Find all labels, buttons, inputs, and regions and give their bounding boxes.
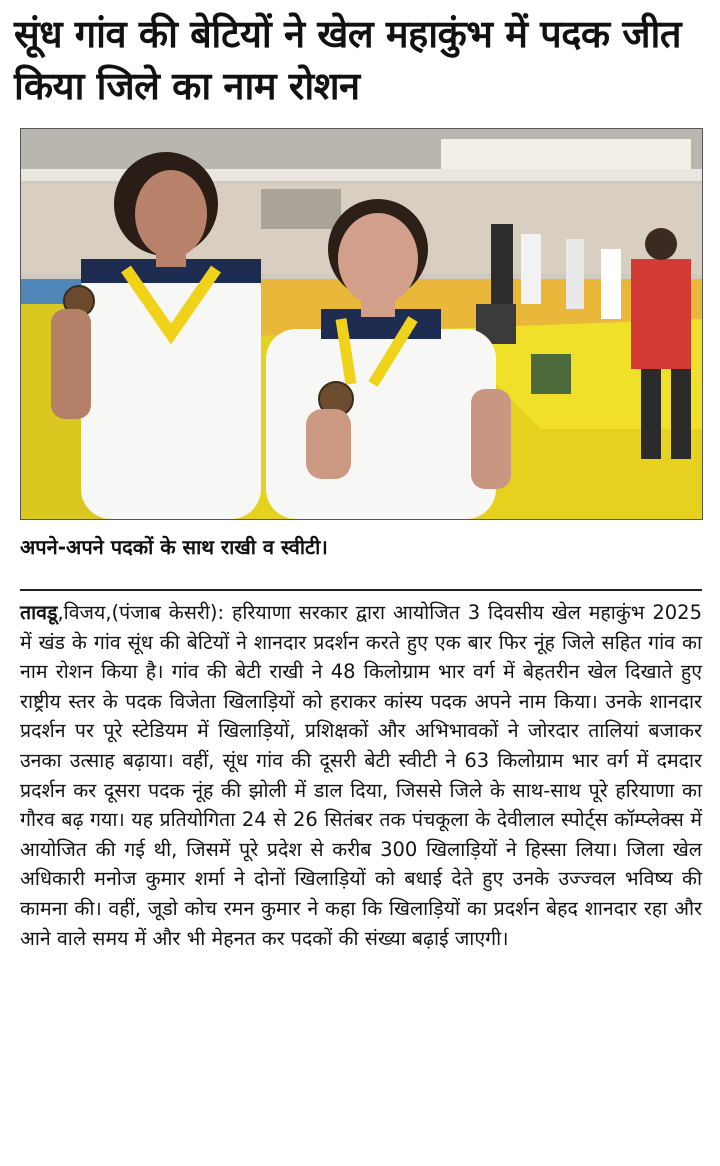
article-body [20, 598, 702, 953]
headline: सूंध गांव की बेटियों ने खेल महाकुंभ में पदक जीत किया जिले का नाम रोशन [14, 12, 682, 108]
body-text: हरियाणा सरकार द्वारा आयोजित 3 दिवसीय खेल महाकुंभ 2025 में खंड के गांव सूंध की बेटियों ने शानदार प्रदर्शन करते हुए एक बार फिर नूंह जिले सहित गांव का नाम रोशन किया है। गांव की बेटी राखी ने 48 किलोग्राम भार वर्ग में बेहतरीन खेल दिखाते हुए राष्ट्रीय स्तर के पदक विजेता खिलाड़ियों को हराकर कांस्य पदक अपने नाम किया। उनके शानदार प्रदर्शन पर पूरे स्टेडियम में खिलाड़ियों, प्रशिक्षकों और अभिभावकों ने जोरदार तालियां बजाकर उनका उत्साह बढ़ाया। वहीं, सूंध गांव की दूसरी बेटी स्वीटी ने 63 किलोग्राम भार वर्ग में दमदार प्रदर्शन कर दूसरा पदक नूंह की झोली में डाल दिया, जिससे जिले के साथ-साथ पूरे हरियाणा का गौरव बढ़ गया। यह प्रतियोगिता 24 से 26 सितंबर तक पंचकूला के देवीलाल स्पोर्ट्स कॉम्प्लेक्स में आयोजित की गई थी, जिसमें पूरे प्रदेश से करीब 300 खिलाड़ियों ने हिस्सा लिया। जिला खेल अधिकारी मनोज कुमार शर्मा ने दोनों खिलाड़ियों को बधाई देते हुए उनके उज्ज्वल भविष्य की कामना की। वहीं, जूडो कोच रमन कुमार ने कहा कि खिलाड़ियों का प्रदर्शन बेहद शानदार रहा और आने वाले समय में और भी मेहनत कर पदकों की संख्या बढ़ाई जाएगी। [20, 601, 702, 950]
news-photo [20, 128, 703, 520]
byline: ,विजय,(पंजाब केसरी): [57, 601, 232, 624]
photo-caption: अपने-अपने पदकों के साथ राखी व स्वीटी। [20, 535, 328, 559]
dateline: तावडू [20, 601, 58, 624]
divider [20, 589, 702, 591]
